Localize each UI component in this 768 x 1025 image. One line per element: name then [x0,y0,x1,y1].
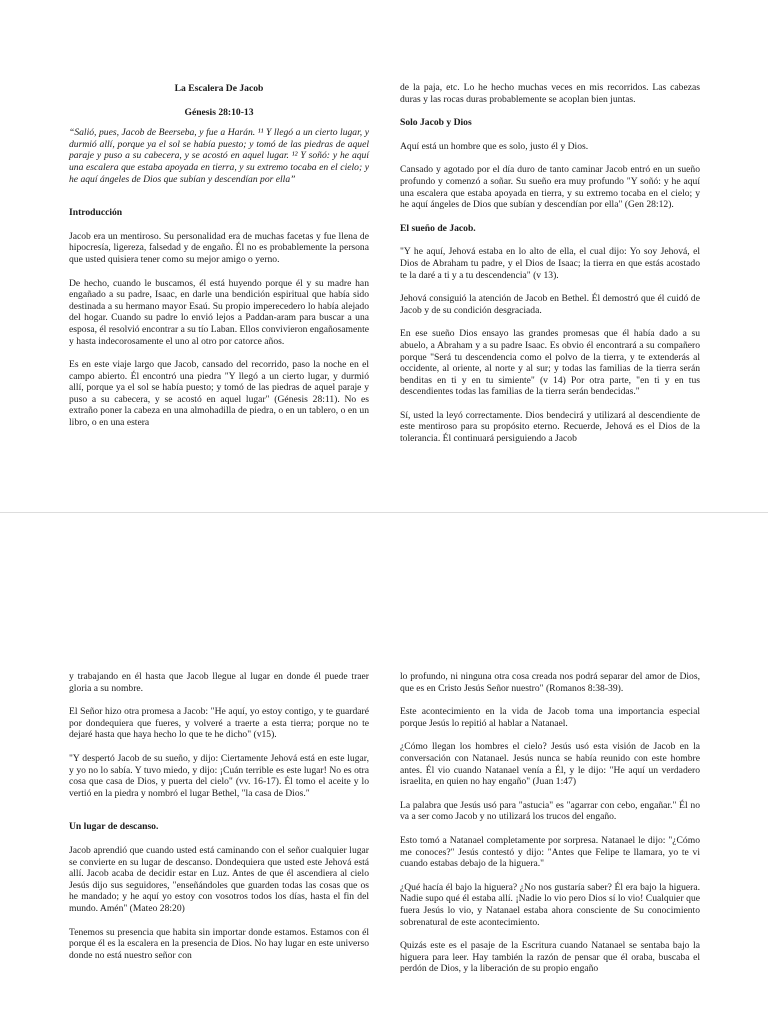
paragraph: de la paja, etc. Lo he hecho muchas veces en mis recorridos. Las cabezas duras y las rocas duras probablemente se acoplan bien juntas. [400,82,700,105]
paragraph: ¿Qué hacía él bajo la higuera? ¿No nos gustaría saber? Él era bajo la higuera. Nadie supo qué él estaba allí. ¡Nadie lo vio pero Dios sí lo vio! Cualquier que fuera Jesús lo vio, y Natanael estaba ahora consciente de Su conocimiento sobrenatural de este acontecimiento. [400,881,700,928]
paragraph: Aquí está un hombre que es solo, justo él y Dios. [400,140,589,152]
page2-left-column [69,671,369,973]
document-title: La Escalera De Jacob [174,83,264,94]
section-heading-intro: Introducción [69,207,123,219]
paragraph: lo profundo, ni ninguna otra cosa creada nos podrá separar del amor de Dios, que es en Cristo Jesús Señor nuestro" (Romanos 8:38-39). [400,671,700,694]
section-heading-solo: Solo Jacob y Dios [400,117,472,129]
paragraph: De hecho, cuando le buscamos, él está huyendo porque él y su madre han engañado a su padre, Isaac, en darle una bendición espiritual que había sido destinada a su hermano mayor Esaú. Su propio imperecedero lo había alejado del hogar. Cuando su padre lo envió lejos a Paddan-aram para buscar a una esposa, él resolvió encontrar a su tío Laban. Ellos convivieron engañosamente y hasta indecorosamente el uno al otro por catorce años. [69,277,369,347]
paragraph: Cansado y agotado por el día duro de tanto caminar Jacob entró en un sueño profundo y comenzó a soñar. Su sueño era muy profundo "Y soñó: y he aquí una escalera que estaba apoyada en tierra, y su extremo tocaba en el cielo; y he aquí ángeles de Dios que subían y descendían por ella" (Gen 28:12). [400,164,700,211]
section-heading-rest: Un lugar de descanso. [69,821,159,833]
paragraph: "Y despertó Jacob de su sueño, y dijo: Ciertamente Jehová está en este lugar, y yo no lo sabía. Y tuvo miedo, y dijo: ¡Cuán terrible es este lugar! No es otra cosa que casa de Dios, y puerta del cielo" (vv. 16-17). Él tomo el aceite y lo vertió en la piedra y nombró el lugar Bethel, "la casa de Dios." [69,752,369,799]
paragraph: ¿Cómo llegan los hombres el cielo? Jesús usó esta visión de Jacob en la conversación con Natanael. Jesús nunca se había reunido con este hombre antes. Él vio cuando Natanael venía a Él, y le dijo: "He aquí un verdadero israelita, en quien no hay engaño" (Juan 1:47) [400,741,700,788]
page1-left-column [69,82,369,441]
paragraph: Esto tomó a Natanael completamente por sorpresa. Natanael le dijo: "¿Cómo me conoces?" Jesús contestó y dijo: "Antes que Felipe te llamara, yo te vi cuando estabas debajo de la higuera." [400,834,700,870]
paragraph: Jehová consiguió la atención de Jacob en Bethel. Él demostró que él cuidó de Jacob y de su condición desgraciada. [400,293,700,316]
paragraph: Jacob aprendió que cuando usted está caminando con el señor cualquier lugar se convierte en su lugar de descanso. Dondequiera que usted este Jehová está allí. Jacob acaba de decidir estar en Luz. Antes de que él ascendiera al cielo Jesús dijo sus seguidores, "enseñándoles que guarden todas las cosas que os he mandado; y he aquí yo estoy con vosotros todos los días, hasta el fin del mundo. Amén" (Mateo 28:20) [69,844,369,914]
paragraph: En ese sueño Dios ensayo las grandes promesas que él había dado a su abuelo, a Abraham y a su padre Isaac. Es obvio él encontrará a su compañero porque "Será tu descendencia como el polvo de la tierra, y te extenderás al occidente, al oriente, al norte y al sur; y todas las familias de la tierra serán benditas en ti y en tu simiente" (v 14) Por otra parte, "en ti y en tus descendientes todas las familias de la tierra serán bendecidas." [400,328,700,398]
section-heading-dream: El sueño de Jacob. [400,222,476,234]
page1-right-column [400,82,700,457]
paragraph: Jacob era un mentiroso. Su personalidad era de muchas facetas y fue llena de hipocresía, ligereza, falsedad y de engaño. Él no es probablemente la persona que usted quisiera tener como su mejor amigo o yerno. [69,230,369,265]
paragraph: Tenemos su presencia que habita sin importar donde estamos. Estamos con él porque él es la escalera en la presencia de Dios. No hay lugar en este universo donde no está nuestro señor con [69,926,369,961]
paragraph: La palabra que Jesús usó para "astucia" es "agarrar con cebo, engañar." Él no va a ser como Jacob y no utilizará los trucos del engaño. [400,799,700,823]
paragraph: "Y he aquí, Jehová estaba en lo alto de ella, el cual dijo: Yo soy Jehová, el Dios de Abraham tu padre, y el Dios de Isaac; la tierra en que estás acostado te la daré a ti y a tu descendencia" (v 13). [400,246,700,281]
document-page-2 [0,512,768,1025]
paragraph: Sí, usted la leyó correctamente. Dios bendecirá y utilizará al descendiente de este mentiroso para su propósito eterno. Recuerde, Jehová es el Dios de la tolerancia. Él continuará persiguiendo a Jacob [400,409,700,445]
paragraph: y trabajando en él hasta que Jacob llegue al lugar en donde él puede traer gloria a su nombre. [69,671,369,694]
paragraph: Este acontecimiento en la vida de Jacob toma una importancia especial porque Jesús lo repitió al hablar a Natanael. [400,706,700,729]
paragraph: Quizás este es el pasaje de la Escritura cuando Natanael se sentaba bajo la higuera para leer. Hay también la razón de pensar que él oraba, buscaba el perdón de Dios, y la liberación de su propio engaño [400,940,700,975]
page2-right-column [400,671,700,987]
paragraph: Es en este viaje largo que Jacob, cansado del recorrido, paso la noche en el campo abierto. Él encontró una piedra "Y llegó a un cierto lugar, y durmió allí, porque ya el sol se había puesto; y tomó de las piedras de aquel paraje y puso a su cabecera, y se acostó en aquel lugar" (Génesis 28:11). No es extraño poner la cabeza en una almohadilla de piedra, o en un tablero, o en un libro, o en una estera [69,359,369,429]
paragraph: El Señor hizo otra promesa a Jacob: "He aquí, yo estoy contigo, y te guardaré por dondequiera que fueres, y volveré a traerte a esta tierra; porque no te dejaré hasta que haya hecho lo que te he dicho" (v15). [69,706,369,741]
scripture-epigraph: “Salió, pues, Jacob de Beerseba, y fue a Harán. ¹¹ Y llegó a un cierto lugar, y durmió allí, porque ya el sol se había puesto; y tomó de las piedras de aquel paraje y puso a su cabecera, y se acostó en aquel lugar. ¹² Y soñó: y he aquí una escalera que estaba apoyada en tierra, y su extremo tocaba en el cielo; y he aquí ángeles de Dios que subían y descendían por ella” [69,127,369,185]
document-subtitle: Génesis 28:10-13 [184,106,254,118]
document-page-1 [0,0,768,512]
